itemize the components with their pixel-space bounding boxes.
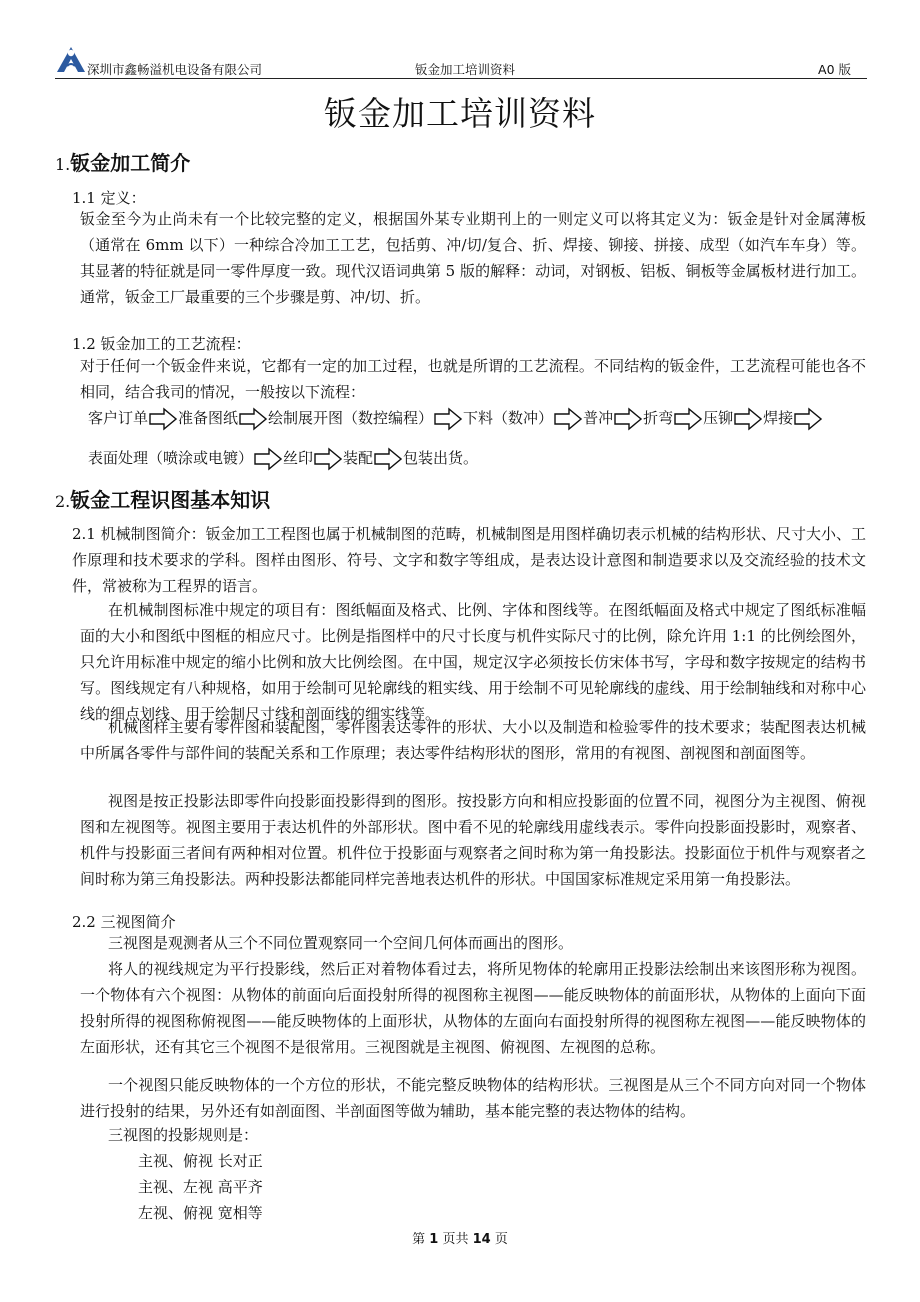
- section-1-1-paragraph: 钣金至今为止尚未有一个比较完整的定义，根据国外某专业期刊上的一则定义可以将其定义为：钣金是针对金属薄板（通常在 6mm 以下）一种综合冷加工工艺，包括剪、冲/切/复合、折、焊接、铆接、拼接、成型（如汽车车身）等。其显著的特征就是同一零件厚度一致。现代汉语词典第 5 版的解释：动词，对钢板、铝板、铜板等金属板材进行加工。通常，钣金工厂最重要的三个步骤是剪、冲/切、折。: [80, 210, 866, 306]
- projection-rules-intro: 三视图的投影规则是：: [108, 1126, 259, 1144]
- document-title: 钣金加工培训资料: [324, 94, 596, 133]
- section-2-title: 钣金工程识图基本知识: [70, 488, 271, 512]
- flow-step: 下料（数冲）: [463, 409, 554, 427]
- current-page-number: 1: [429, 1232, 439, 1247]
- footer-prefix: 第: [412, 1232, 430, 1247]
- projection-rule: 主视、左视 高平齐: [138, 1178, 263, 1196]
- flow-arrow-icon: [314, 447, 342, 471]
- drawing-types-paragraph: 机械图样主要有零件图和装配图，零件图表达零件的形状、大小以及制造和检验零件的技术要求；装配图表达机械中所属各零件与部件间的装配关系和工作原理；表达零件结构形状的图形，常用的有视图、剖视图和剖面图等。: [80, 718, 866, 762]
- section-1-title: 钣金加工简介: [70, 151, 191, 175]
- standard-items-paragraph: 在机械制图标准中规定的项目有：图纸幅面及格式、比例、字体和图线等。在图纸幅面及格式中规定了图纸标准幅面的大小和图纸中图框的相应尺寸。比例是指图样中的尺寸长度与机件实际尺寸的比例，除允许用 1:1 的比例绘图外，只允许用标准中规定的缩小比例和放大比例绘图。在中国，规定汉字必须按长仿宋体书写，字母和数字按规定的结构书写。图线规定有八种规格，如用于绘制可见轮廓线的粗实线、用于绘制不可见轮廓线的虚线、用于绘制轴线和对称中心线的细点划线、用于绘制尺寸线和剖面线的细实线等。: [80, 601, 866, 723]
- projection-paragraph: 视图是按正投影法即零件向投影面投影得到的图形。按投影方向和相应投影面的位置不同，视图分为主视图、俯视图和左视图等。视图主要用于表达机件的外部形状。图中看不见的轮廓线用虚线表示。零件向投影面投影时，观察者、机件与投影面三者间有两种相对位置。机件位于投影面与观察者之间时称为第一角投影法。投影面位于机件与观察者之间时称为第三角投影法。两种投影法都能同样完善地表达机件的形状。中国国家标准规定采用第一角投影法。: [80, 792, 866, 888]
- flow-step: 包装出货。: [403, 449, 479, 467]
- flow-arrow-icon: [554, 407, 582, 431]
- total-page-count: 14: [472, 1232, 491, 1247]
- header-company: 深圳市鑫畅溢机电设备有限公司: [87, 62, 263, 77]
- flow-arrow-icon: [674, 407, 702, 431]
- flow-step: 准备图纸: [178, 409, 239, 427]
- flow-step: 压铆: [703, 409, 734, 427]
- page-header: [55, 42, 867, 79]
- projection-rule: 左视、俯视 宽相等: [138, 1204, 263, 1222]
- three-view-intro: 三视图是观测者从三个不同位置观察同一个空间几何体而画出的图形。: [108, 934, 574, 952]
- three-view-purpose: 一个视图只能反映物体的一个方位的形状，不能完整反映物体的结构形状。三视图是从三个不同方向对同一个物体进行投射的结果，另外还有如剖面图、半剖面图等做为辅助，基本能完整的表达物体的结构。: [80, 1076, 866, 1120]
- flow-arrow-icon: [434, 407, 462, 431]
- projection-rule: 主视、俯视 长对正: [138, 1152, 263, 1170]
- flow-step: 表面处理（喷涂或电镀）: [88, 449, 254, 467]
- flow-step: 客户订单: [88, 409, 149, 427]
- flow-step: 折弯: [643, 409, 674, 427]
- flow-arrow-icon: [239, 407, 267, 431]
- section-2-heading: [55, 484, 270, 513]
- projection-rules-list: [138, 1148, 263, 1226]
- footer-suffix: 页: [490, 1232, 508, 1247]
- flow-arrow-icon: [734, 407, 762, 431]
- section-2-2-heading: 2.2 三视图简介: [72, 913, 176, 931]
- flow-step: 绘制展开图（数控编程）: [268, 409, 434, 427]
- section-1-1-heading: 1.1 定义：: [72, 189, 146, 207]
- flow-arrow-icon: [614, 407, 642, 431]
- section-1-2-heading: 1.2 钣金加工的工艺流程：: [72, 335, 251, 353]
- flow-step: 普冲: [583, 409, 614, 427]
- section-1-heading: [55, 147, 190, 176]
- company-logo-icon: [55, 44, 87, 74]
- flow-arrow-icon: [254, 447, 282, 471]
- page-footer: [0, 1228, 920, 1247]
- flow-arrow-icon: [149, 407, 177, 431]
- section-2-number: 2.: [55, 492, 71, 511]
- footer-middle: 页共: [438, 1232, 473, 1247]
- process-flow: [88, 398, 878, 478]
- section-2-1-paragraph: 2.1 机械制图简介：钣金加工工程图也属于机械制图的范畴，机械制图是用图样确切表示机械的结构形状、尺寸大小、工作原理和技术要求的学科。图样由图形、符号、文字和数字等组成，是表达设计意图和制造要求以及交流经验的技术文件，常被称为工程界的语言。: [72, 525, 866, 595]
- flow-step: 焊接: [763, 409, 794, 427]
- section-1-2-paragraph: 对于任何一个钣金件来说，它都有一定的加工过程，也就是所谓的工艺流程。不同结构的钣金件，工艺流程可能也各不相同，结合我司的情况，一般按以下流程：: [80, 357, 866, 401]
- header-version: A0 版: [818, 62, 851, 77]
- header-doc-name: 钣金加工培训资料: [415, 62, 516, 77]
- flow-arrow-icon: [794, 407, 822, 431]
- flow-step: 装配: [343, 449, 374, 467]
- flow-arrow-icon: [374, 447, 402, 471]
- flow-step: 丝印: [283, 449, 314, 467]
- three-view-definition: 将人的视线规定为平行投影线，然后正对着物体看过去，将所见物体的轮廓用正投影法绘制出来该图形称为视图。一个物体有六个视图：从物体的前面向后面投射所得的视图称主视图——能反映物体的前面形状，从物体的上面向下面投射所得的视图称俯视图——能反映物体的上面形状，从物体的左面向右面投射所得的视图称左视图——能反映物体的左面形状，还有其它三个视图不是很常用。三视图就是主视图、俯视图、左视图的总称。: [80, 960, 866, 1056]
- section-1-number: 1.: [55, 155, 71, 174]
